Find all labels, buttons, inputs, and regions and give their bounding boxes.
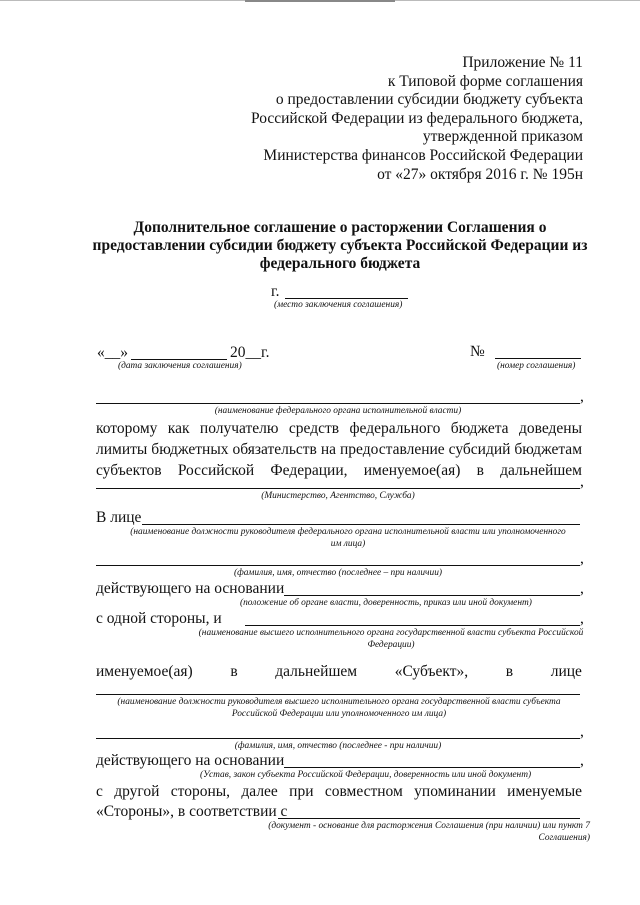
number-label: № (470, 343, 485, 360)
date-month-field[interactable] (131, 359, 227, 360)
ministry-caption: (Министерство, Агентство, Служба) (261, 491, 415, 501)
comma: , (580, 723, 584, 740)
place-field[interactable] (285, 298, 408, 299)
number-caption: (номер соглашения) (497, 361, 576, 371)
word: Российской (177, 462, 255, 479)
document-basis-caption-text: (документ - основание для расторжения Соглашения (при наличии) или пункт 7 Соглашения) (268, 821, 590, 843)
position-caption: (наименование должности руководителя федерального органа исполнительной власти или уполномоченного им лица) (130, 527, 566, 549)
comma: , (580, 580, 584, 597)
comma: , (580, 473, 584, 490)
head-field[interactable] (96, 694, 580, 695)
word: «Субъект», (394, 663, 469, 680)
date-day: «__» (97, 344, 128, 361)
fio1-caption: (фамилия, имя, отчество (последнее – при наличии) (233, 568, 443, 578)
fio2-field[interactable] (96, 738, 580, 739)
basis1-field[interactable] (284, 595, 580, 596)
fio2-caption: (фамилия, имя, отчество (последнее - при наличии) (234, 741, 442, 751)
comma: , (580, 610, 584, 627)
position-field[interactable] (142, 524, 580, 525)
word: именуемое(ая) (96, 663, 193, 680)
appendix-line: Российской Федерации из федерального бюджета, (251, 109, 583, 127)
head-caption: (наименование должности руководителя высшего исполнительного органа государственной власти субъекта Российской Федерации или уполномоченного им лица) (117, 697, 561, 719)
acting-basis2-label: действующего на основании (96, 752, 285, 769)
para1-line3 (96, 462, 582, 480)
appendix-line: к Типовой форме соглашения (387, 72, 583, 90)
word: в (505, 663, 514, 680)
word: дальнейшем (500, 462, 582, 479)
para1-line2: лимиты бюджетных обязательств на предоставление субсидий бюджетам (96, 441, 582, 458)
comma: , (580, 388, 584, 405)
place-prefix: г. (271, 283, 280, 300)
basis2-caption: (Устав, закон субъекта Российской Федерации, доверенность или иной документ) (200, 770, 532, 780)
scan-top-mark (245, 0, 395, 2)
parties-label: «Стороны», в соответствии с (96, 803, 288, 820)
appendix-line: Министерства финансов Российской Федерации (263, 146, 583, 164)
fed-org-field[interactable] (96, 403, 580, 404)
word: в (476, 462, 484, 479)
document-basis-caption (240, 821, 590, 844)
word: именуемое(ая) (363, 462, 461, 479)
para1-line1: которому как получателю средств федерального бюджета доведены (96, 420, 582, 437)
appendix-header (251, 54, 583, 184)
higher-organ-field[interactable] (245, 625, 580, 626)
document-title: Дополнительное соглашение о расторжении Соглашения о предоставлении субсидии бюджету субъекта Российской Федерации из федерального бюджета (92, 219, 588, 272)
other-side-line: с другой стороны, далее при совместном упоминании именуемые (96, 783, 582, 800)
date-caption: (дата заключения соглашения) (118, 361, 242, 371)
word: Федерации, (270, 462, 348, 479)
appendix-line: утвержденной приказом (422, 128, 583, 146)
appendix-line: от «27» октября 2016 г. № 195н (377, 165, 583, 183)
comma: , (580, 550, 584, 567)
appendix-line: Приложение № 11 (462, 54, 583, 71)
place-caption: (место заключения соглашения) (274, 300, 403, 310)
word: в (230, 663, 238, 680)
in-person-label: В лице (96, 509, 142, 526)
fed-org-caption: (наименование федерального органа исполнительной власти) (214, 406, 462, 416)
basis2-field[interactable] (284, 767, 580, 768)
named-subject-row (96, 663, 582, 681)
basis1-caption: (положение об органе власти, доверенность, приказ или иной документ) (240, 598, 532, 608)
date-year: 20__г. (230, 344, 270, 361)
appendix-line: о предоставлении субсидии бюджету субъекта (275, 91, 583, 109)
ministry-field[interactable] (96, 488, 580, 489)
word: дальнейшем (275, 663, 358, 680)
one-side-label: с одной стороны, и (96, 610, 222, 627)
word: субъектов (96, 462, 162, 479)
document-basis-field[interactable] (278, 818, 580, 819)
number-field[interactable] (495, 358, 581, 359)
higher-organ-caption: (наименование высшего исполнительного органа государственной власти субъекта Российской Федерации) (198, 628, 584, 650)
fio1-field[interactable] (96, 565, 580, 566)
comma: , (580, 752, 584, 769)
word: лице (550, 663, 582, 680)
acting-basis1-label: действующего на основании (96, 580, 285, 597)
